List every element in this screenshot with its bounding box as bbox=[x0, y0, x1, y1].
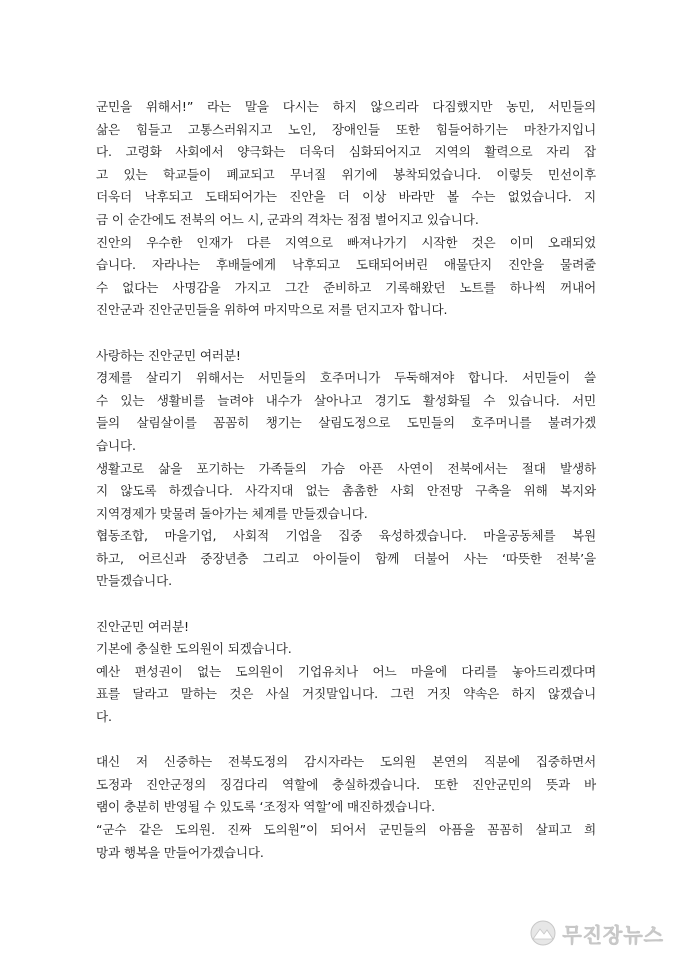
watermark-text: 무진장뉴스 bbox=[562, 922, 664, 947]
body-line: 삶은 힘들고 고통스러워지고 노인, 장애인들 또한 힘들어하기는 마찬가지입니 bbox=[96, 121, 596, 137]
body-line: “군수 같은 도의원. 진짜 도의원”이 되어서 군민들의 아픔을 꼼꼼히 살피고 희 bbox=[96, 822, 596, 837]
body-line: 하고, 어르신과 중장년층 그리고 아이들이 함께 더불어 사는 ‘따뜻한 전북’을 bbox=[96, 550, 596, 566]
watermark bbox=[528, 918, 664, 948]
body-line: 진안군과 진안군민들을 위하여 마지막으로 저를 던지고자 합니다. bbox=[96, 302, 448, 318]
body-line: 금 이 순간에도 전북의 어느 시, 군과의 격차는 점점 벌어지고 있습니다. bbox=[96, 211, 479, 227]
body-line: 기본에 충실한 도의원이 되겠습니다. bbox=[96, 641, 292, 657]
body-line: 도정과 진안군정의 징검다리 역할에 충실하겠습니다. 또한 진안군민의 뜻과 바 bbox=[96, 776, 596, 792]
body-line: 망과 행복을 만들어가겠습니다. bbox=[96, 844, 264, 860]
section-heading: 진안군민 여러분! bbox=[96, 618, 189, 634]
body-line: 대신 저 신중하는 전북도정의 감시자라는 도의원 본연의 직분에 집중하면서 bbox=[96, 754, 596, 770]
body-line: 수 없다는 사명감을 가지고 그간 준비하고 기록해왔던 노트를 하나씩 꺼내어 bbox=[96, 279, 596, 295]
body-line: 진안의 우수한 인재가 다른 지역으로 빠져나가기 시작한 것은 이미 오래되었 bbox=[96, 234, 596, 250]
paragraph-gap bbox=[96, 593, 596, 616]
document-body bbox=[96, 96, 596, 864]
body-line: 표를 달라고 말하는 것은 사실 거짓말입니다. 그런 거짓 약속은 하지 않겠습니 bbox=[96, 686, 596, 702]
body-line: 군민을 위해서!” 라는 말을 다시는 하지 않으리라 다짐했지만 농민, 서민들의 bbox=[96, 99, 596, 114]
mountain-logo-icon bbox=[528, 920, 558, 946]
body-line: 경제를 살리기 위해서는 서민들의 호주머니가 두둑해져야 합니다. 서민들이 쓸 bbox=[96, 370, 596, 386]
body-line: 생활고로 삶을 포기하는 가족들의 가슴 아픈 사연이 전북에서는 절대 발생하 bbox=[96, 460, 596, 476]
body-line: 램이 충분히 반영될 수 있도록 ‘조정자 역할’에 매진하겠습니다. bbox=[96, 799, 435, 815]
body-line: 고 있는 학교들이 폐교되고 무너질 위기에 봉착되었습니다. 이렇듯 민선이후 bbox=[96, 166, 596, 182]
section-heading: 사랑하는 진안군민 여러분! bbox=[96, 347, 241, 363]
body-line: 지 않도록 하겠습니다. 사각지대 없는 촘촘한 사회 안전망 구축을 위해 복지와 bbox=[96, 483, 596, 499]
body-line: 수 있는 생활비를 늘려야 내수가 살아나고 경기도 활성화될 수 있습니다. 서민 bbox=[96, 392, 596, 408]
paragraph-gap bbox=[96, 729, 596, 752]
body-line: 더욱더 낙후되고 도태되어가는 진안을 더 이상 바라만 볼 수는 없었습니다. 지 bbox=[96, 189, 596, 205]
body-line: 지역경제가 맞물려 돌아가는 체계를 만들겠습니다. bbox=[96, 505, 368, 521]
body-line: 습니다. bbox=[96, 437, 136, 453]
paragraph-gap bbox=[96, 322, 596, 345]
body-line: 습니다. 자라나는 후배들에게 낙후되고 도태되어버린 애물단지 진안을 물려줄 bbox=[96, 257, 596, 273]
body-line: 다. 고령화 사회에서 양극화는 더욱더 심화되어지고 지역의 활력으로 자리 잡 bbox=[96, 144, 596, 160]
body-line: 들의 살림살이를 꼼꼼히 챙기는 살림도정으로 도민들의 호주머니를 불려가겠 bbox=[96, 415, 596, 431]
body-line: 다. bbox=[96, 709, 112, 725]
body-line: 협동조합, 마을기업, 사회적 기업을 집중 육성하겠습니다. 마을공동체를 복원 bbox=[96, 528, 596, 544]
body-line: 예산 편성권이 없는 도의원이 기업유치나 어느 마을에 다리를 놓아드리겠다며 bbox=[96, 663, 596, 679]
body-line: 만들겠습니다. bbox=[96, 573, 172, 589]
